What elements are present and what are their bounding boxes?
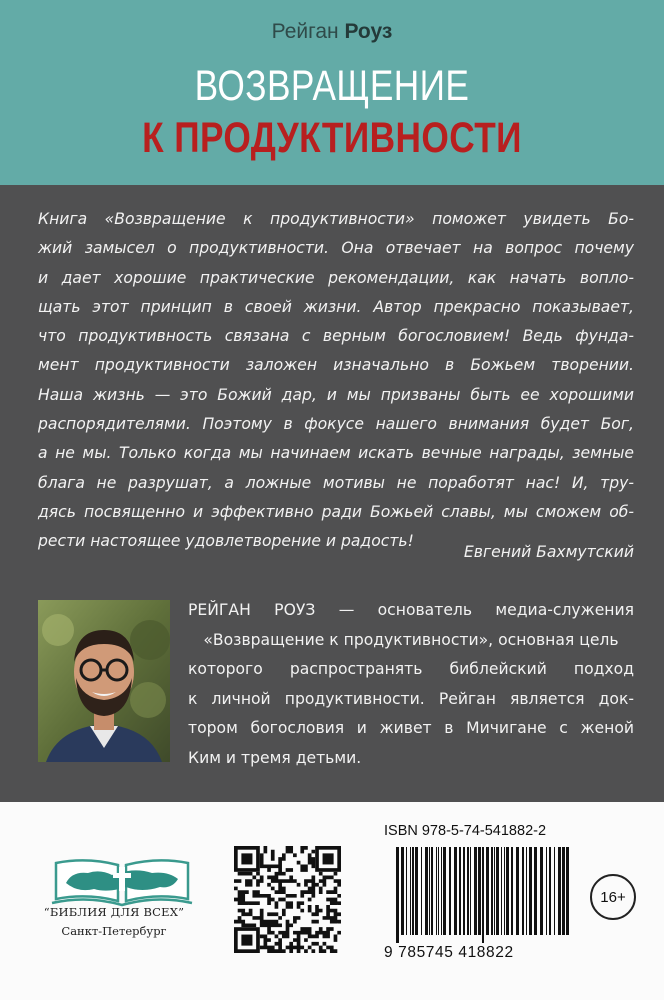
- blurb-line: а не мы. Только когда мы начинаем искать вечные награды, земные: [38, 444, 634, 463]
- blurb-line: и дает хорошие практические рекомендации, как начать вопло-: [38, 268, 634, 287]
- author-first-name: Рейган: [271, 20, 339, 43]
- blurb-line: рести настоящее удовлетворение и радость!: [38, 532, 414, 551]
- age-rating-badge: 16+: [590, 874, 636, 920]
- blurb-text: [38, 205, 634, 557]
- blurb-line: блага не разрушат, а ложные мотивы не поработят нас! И, тру-: [38, 473, 634, 492]
- bio-line: которого распространять библейский подход: [188, 660, 634, 679]
- open-bible-map-icon: [42, 853, 202, 913]
- author-name: [0, 20, 664, 44]
- author-last-name: Роуз: [344, 20, 393, 43]
- blurb-line: жий замысел о продуктивности. Она отвечает на вопрос почему: [38, 239, 634, 258]
- bio-line: «Возвращение к продуктивности», основная цель: [203, 630, 619, 649]
- barcode-digits: 9 785745 418822: [384, 944, 514, 961]
- blurb-line: щать этот принцип в своей жизни. Автор прекрасно показывает,: [38, 297, 634, 316]
- blurb-signature: Евгений Бахмутский: [463, 543, 634, 561]
- author-bio: [188, 596, 634, 774]
- book-title-line2: К ПРОДУКТИВНОСТИ: [142, 114, 522, 162]
- qr-code-icon: [234, 846, 341, 953]
- isbn-label: ISBN 978-5-74-541882-2: [384, 823, 547, 839]
- blurb-line: распорядителями. Поэтому в фокусе нашего внимания будет Бог,: [38, 415, 634, 434]
- blurb-line: мент продуктивности заложен изначально в Божьем творении.: [38, 356, 634, 375]
- blurb-line: Наша жизнь — это Божий дар, и мы призваны быть ее хорошими: [38, 385, 634, 404]
- blurb-line: Книга «Возвращение к продуктивности» поможет увидеть Бо-: [38, 210, 634, 228]
- barcode: [392, 847, 575, 955]
- qr-code: [234, 846, 341, 953]
- blurb-line: что продуктивность связана с верным богословием! Ведь фунда-: [38, 327, 634, 346]
- bio-line: к личной продуктивности. Рейган является док-: [188, 689, 634, 708]
- blurb-line: дясь посвященно и эффективно ради Божьей славы, мы сможем об-: [38, 502, 634, 521]
- author-photo: [38, 600, 170, 762]
- bio-line: РЕЙГАН РОУЗ — основатель медиа-служения: [188, 601, 634, 619]
- bio-line: тором богословия и живет в Мичигане с женой: [188, 719, 634, 738]
- publisher-city: Санкт-Петербург: [61, 924, 167, 938]
- bio-line: Ким и тремя детьми.: [188, 748, 362, 767]
- book-title-line1: ВОЗВРАЩЕНИЕ: [194, 62, 470, 110]
- publisher-name: “БИБЛИЯ ДЛЯ ВСЕХ”: [43, 905, 185, 919]
- barcode-icon: [392, 847, 575, 943]
- author-portrait-icon: [38, 600, 170, 762]
- publisher-logo: [42, 853, 202, 953]
